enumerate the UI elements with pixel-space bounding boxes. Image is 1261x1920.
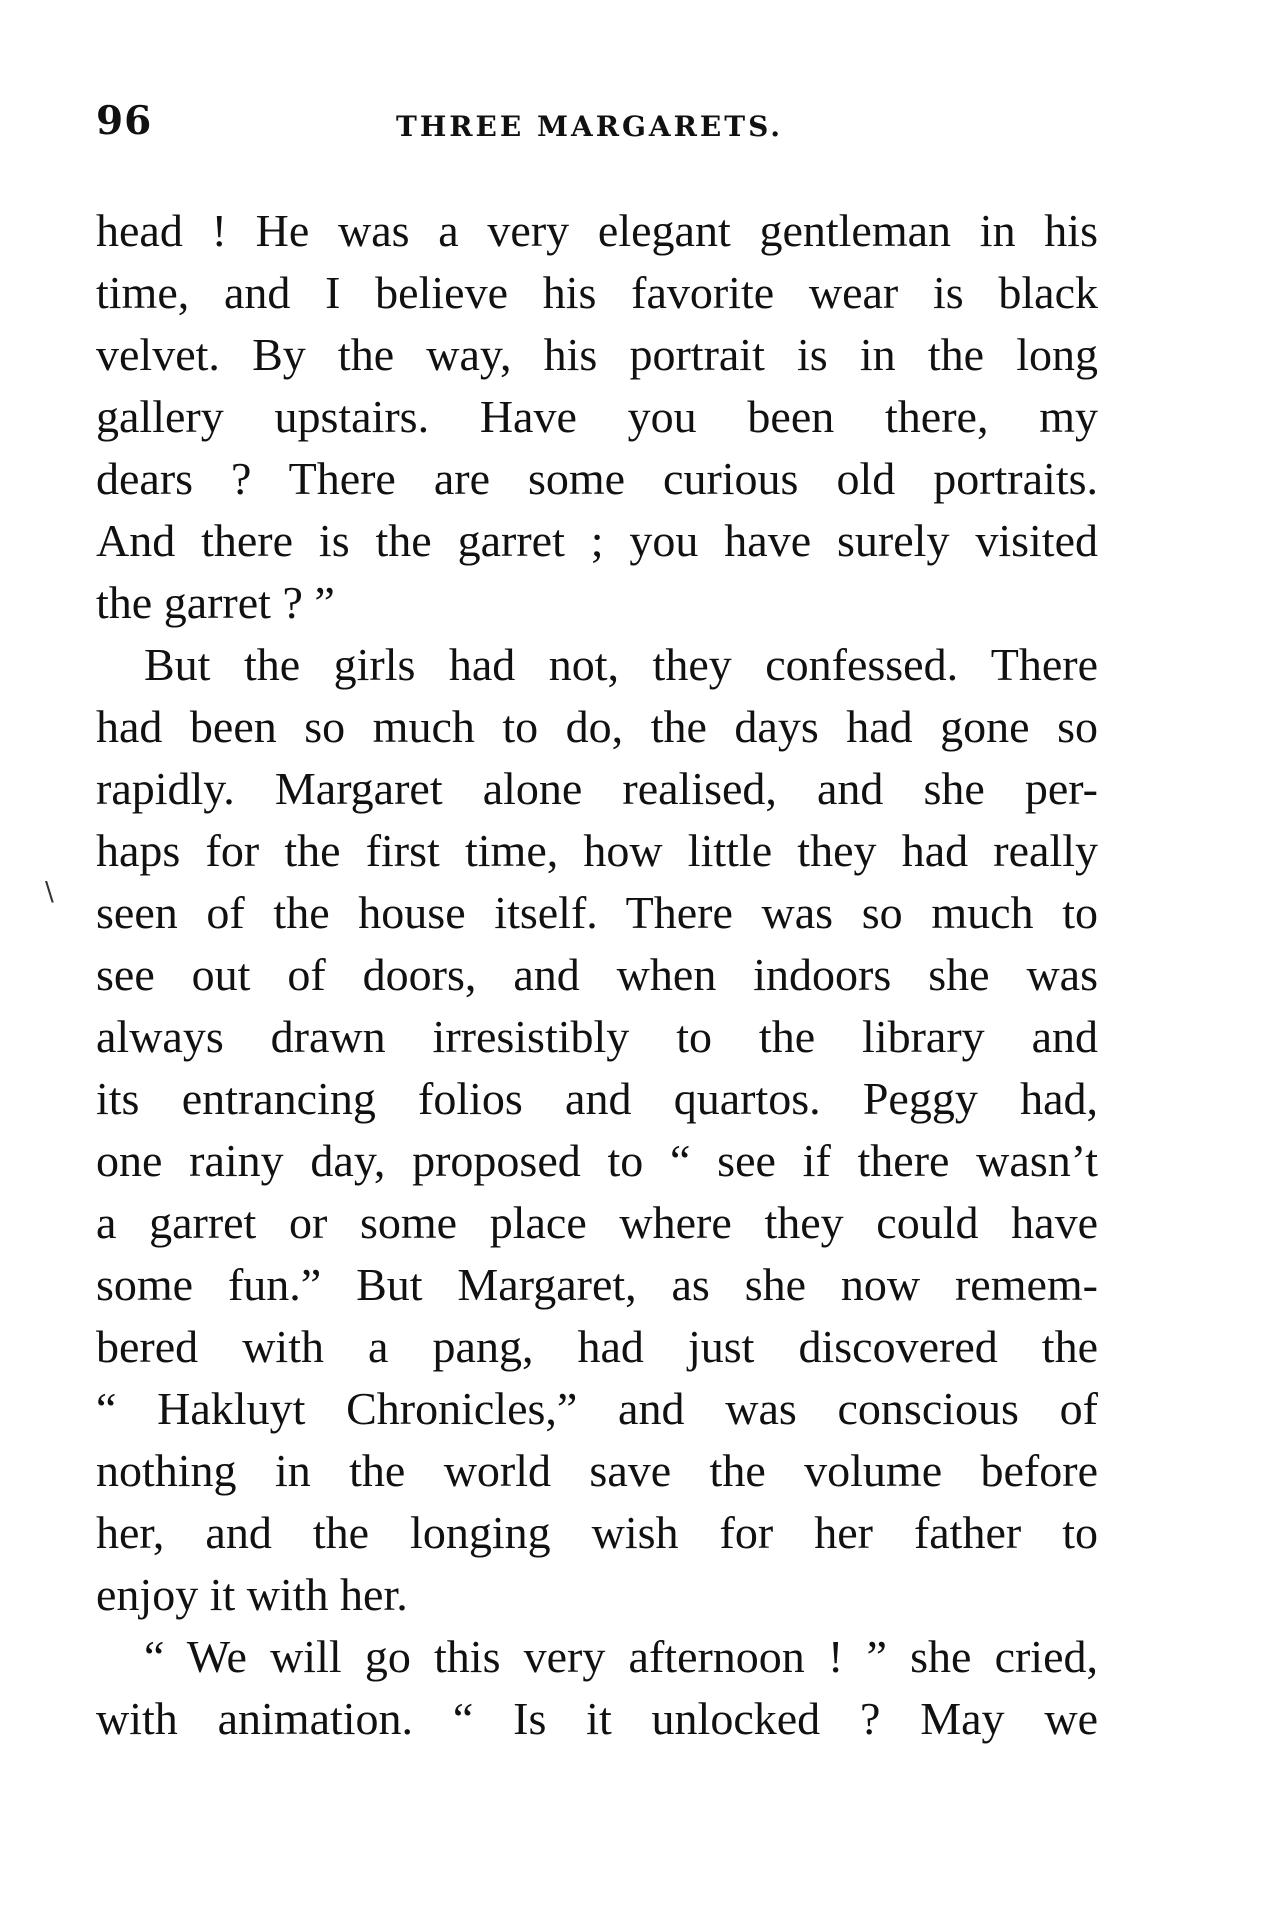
text-line: And there is the garret ; you have surely visited [96, 515, 1098, 566]
text-line: her, and the longing wish for her father to [96, 1507, 1098, 1558]
page-header [96, 98, 1106, 154]
text-line: with animation. “ Is it unlocked ? May we [96, 1693, 1098, 1744]
text-line: a garret or some place where they could have [96, 1197, 1098, 1248]
text-line: nothing in the world save the volume before [96, 1445, 1098, 1496]
text-line: always drawn irresistibly to the library and [96, 1011, 1098, 1062]
page-number: 96 [96, 98, 153, 144]
text-line: had been so much to do, the days had gone so [96, 701, 1098, 752]
text-line: “ Hakluyt Chronicles,” and was conscious of [96, 1383, 1098, 1434]
text-line: some fun.” But Margaret, as she now remem- [96, 1259, 1098, 1310]
text-line: “ We will go this very afternoon ! ” she cried, [144, 1631, 1098, 1682]
text-line: seen of the house itself. There was so much to [96, 887, 1098, 938]
text-line: dears ? There are some curious old portraits. [96, 453, 1098, 504]
text-line: time, and I believe his favorite wear is black [96, 267, 1098, 318]
text-line: one rainy day, proposed to “ see if there wasn’t [96, 1135, 1098, 1186]
text-line: velvet. By the way, his portrait is in the long [96, 329, 1098, 380]
text-line: enjoy it with her. [96, 1569, 408, 1620]
text-line: the garret ? ” [96, 577, 335, 628]
text-line: its entrancing folios and quartos. Peggy had, [96, 1073, 1098, 1124]
running-head: THREE MARGARETS. [396, 110, 784, 143]
text-line: But the girls had not, they confessed. There [144, 639, 1098, 690]
text-line: bered with a pang, had just discovered the [96, 1321, 1098, 1372]
text-line: haps for the first time, how little they had really [96, 825, 1098, 876]
text-line: see out of doors, and when indoors she was [96, 949, 1098, 1000]
text-line: rapidly. Margaret alone realised, and she per- [96, 763, 1098, 814]
text-line: head ! He was a very elegant gentleman in his [96, 205, 1098, 256]
margin-mark: ∖ [40, 878, 57, 908]
text-line: gallery upstairs. Have you been there, my [96, 391, 1098, 442]
